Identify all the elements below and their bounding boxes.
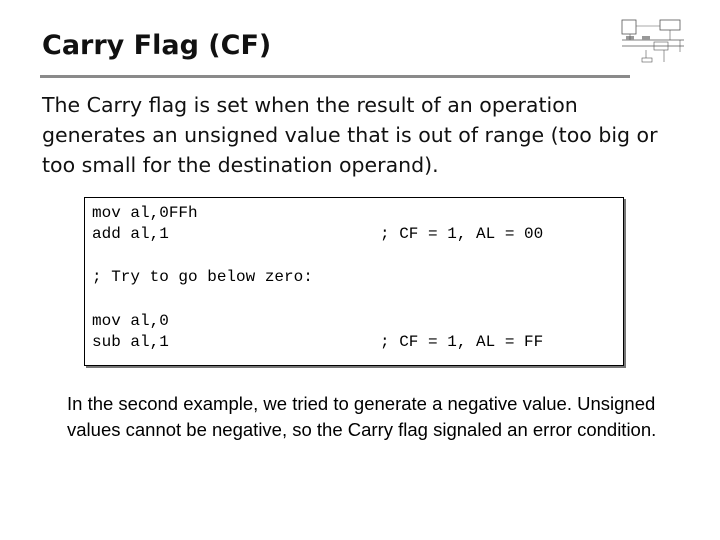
code-line-mov-zero: mov al,0 (92, 312, 169, 330)
computer-architecture-diagram-icon (620, 18, 686, 66)
intro-paragraph: The Carry flag is set when the result of an operation generates an unsigned value that is out of range (too big or too small for the destination operand). (42, 93, 658, 177)
slide-title: Carry Flag (CF) (42, 30, 272, 61)
code-line-add: add al,1 (92, 225, 169, 243)
code-line-sub: sub al,1 (92, 333, 169, 351)
explanation-note: In the second example, we tried to generate a negative value. Unsigned values cannot be negative, so the Carry flag signaled an error condition. (67, 393, 657, 440)
title-divider (40, 75, 630, 78)
code-comment-below-zero: ; Try to go below zero: (92, 268, 313, 286)
code-comment-sub: ; CF = 1, AL = FF (380, 333, 544, 351)
code-line-mov-ff: mov al,0FFh (92, 204, 198, 222)
code-example-box (84, 197, 624, 366)
code-comment-add: ; CF = 1, AL = 00 (380, 225, 544, 243)
